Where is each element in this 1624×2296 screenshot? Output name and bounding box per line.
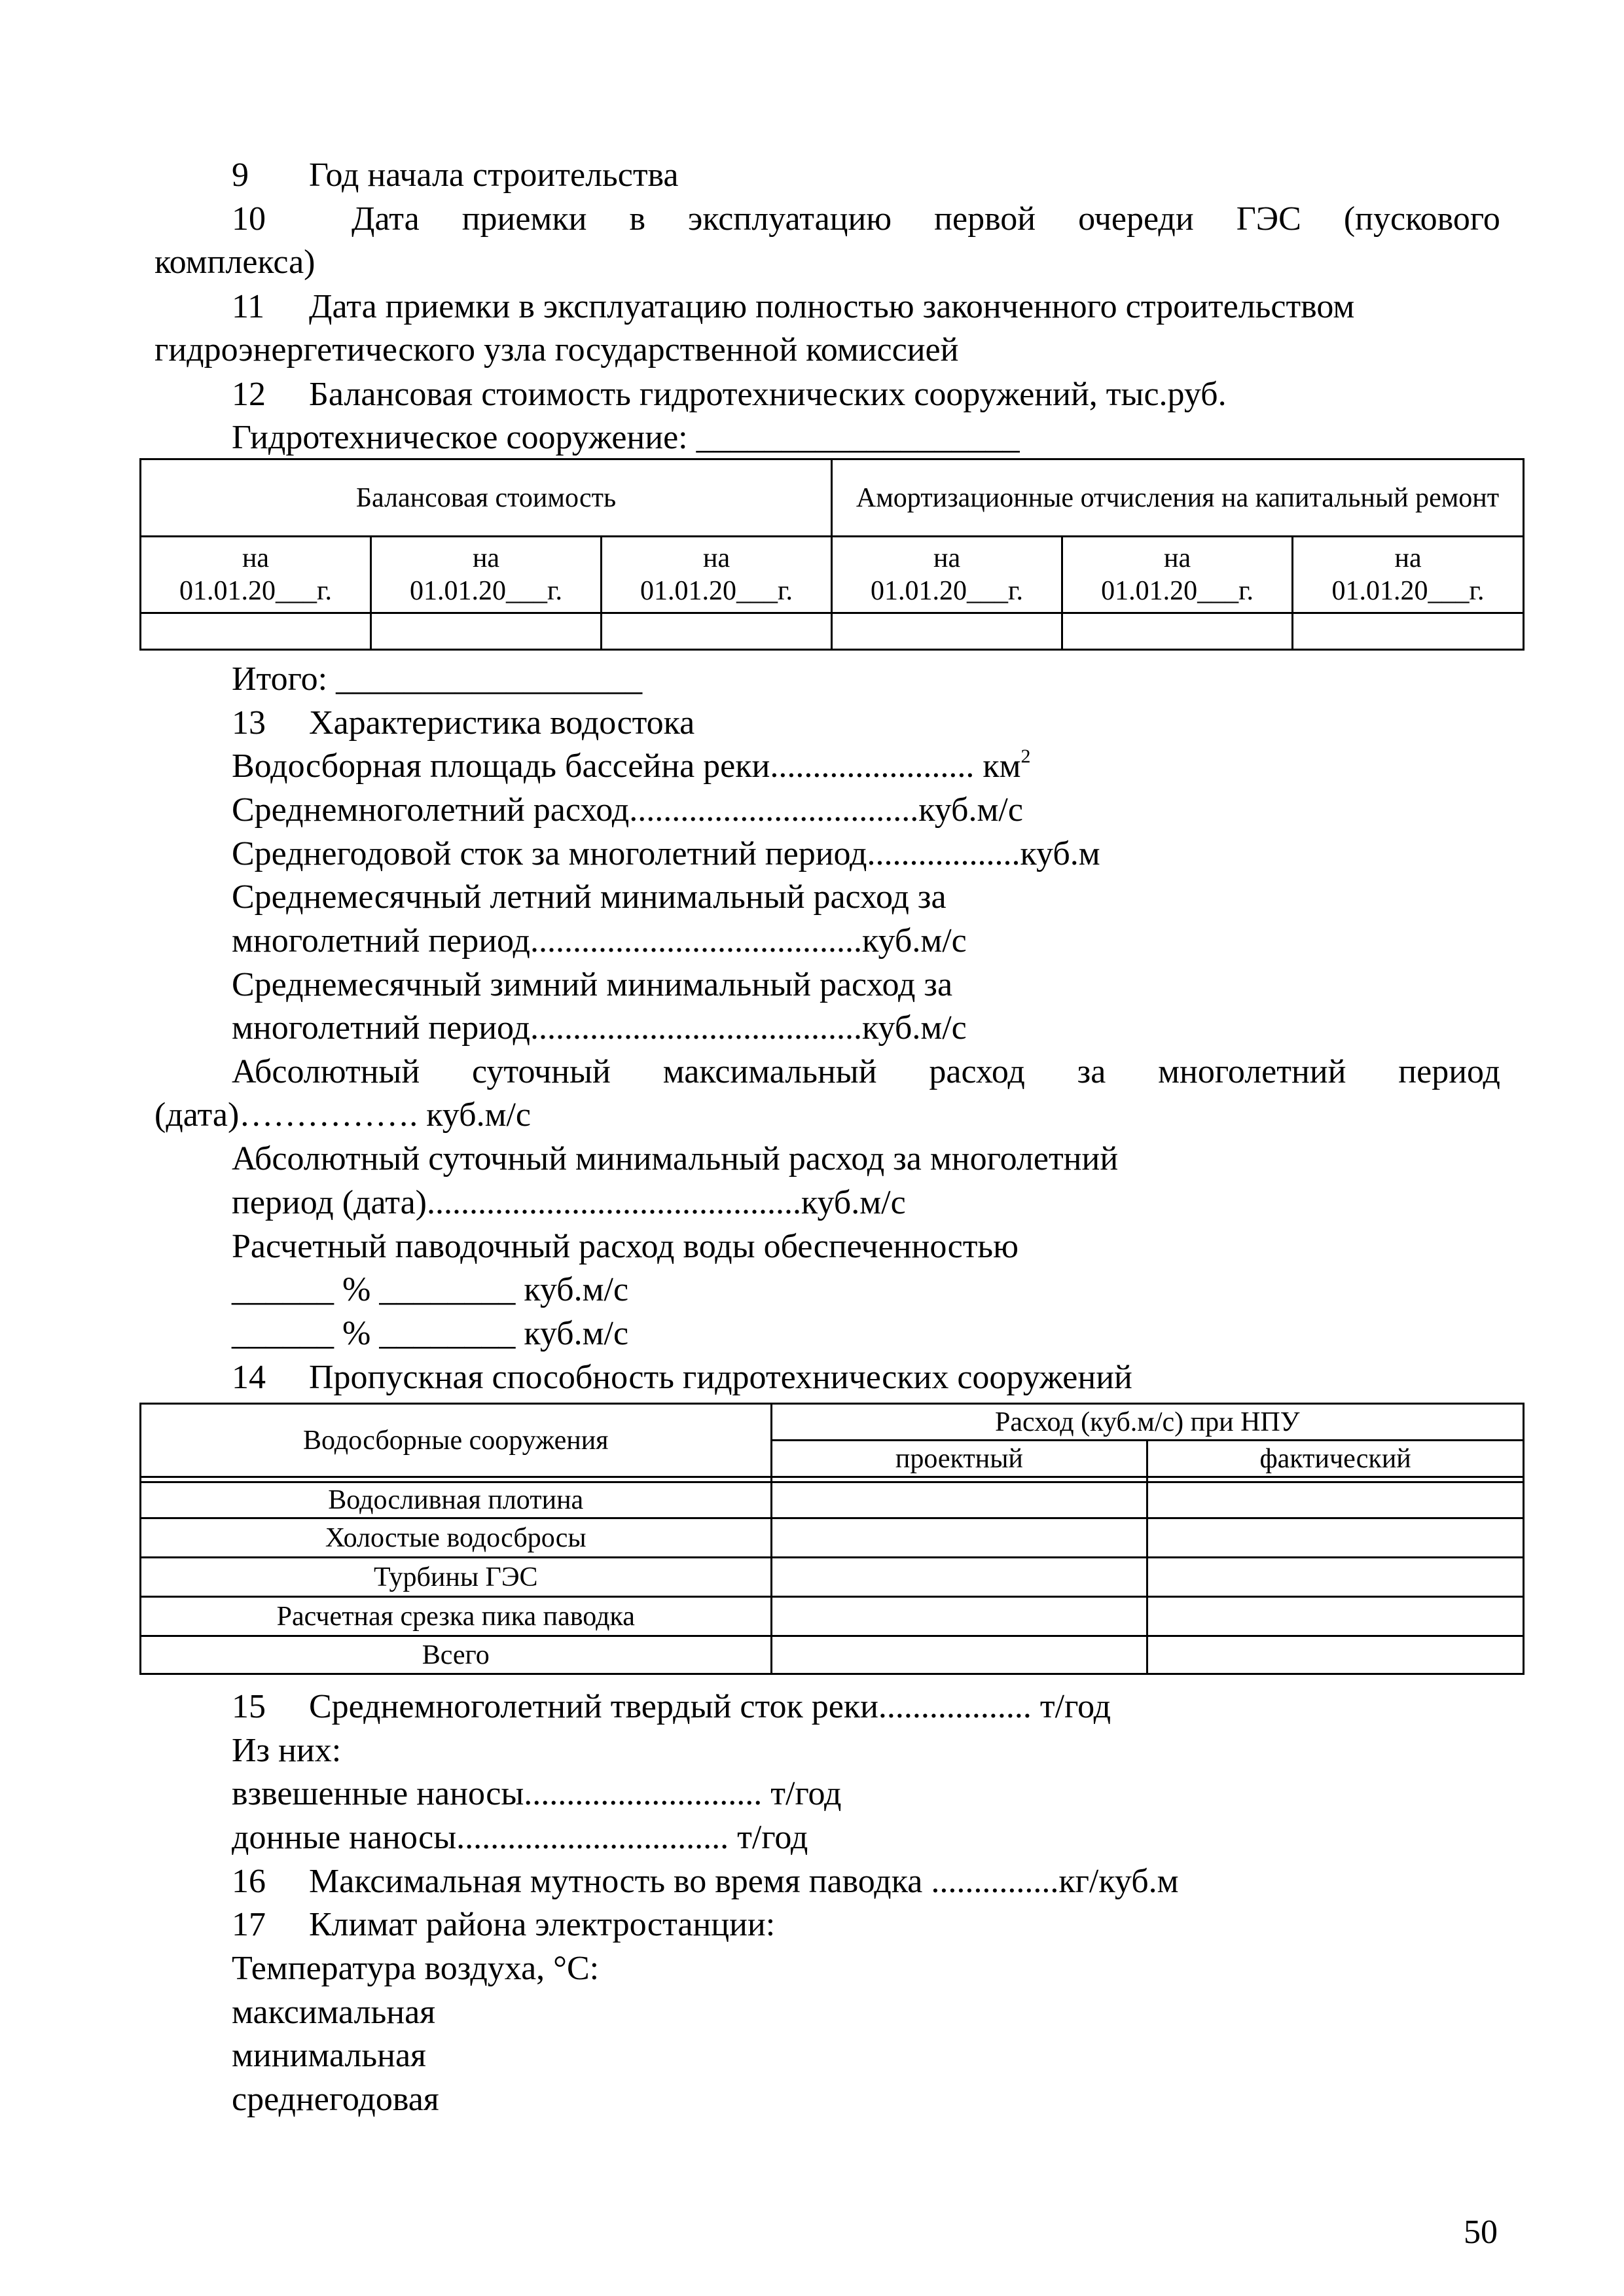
value-cell[interactable] (771, 1597, 1147, 1636)
item-text: Год начала строительства (309, 156, 679, 194)
value-cell[interactable] (771, 1636, 1147, 1674)
table-row-label: Всего (141, 1636, 772, 1674)
structure-blank: ___________________ (696, 419, 1020, 456)
item-number: 16 (232, 1863, 266, 1900)
item-16 (232, 1860, 1179, 1903)
value-cell[interactable] (1147, 1482, 1524, 1518)
date-cell: на 01.01.20___г. (371, 537, 602, 613)
item-number: 14 (232, 1359, 266, 1396)
table-row-label: Холостые водосбросы (141, 1518, 772, 1558)
flood-2: ______ % ________ куб.м/с (232, 1271, 629, 1308)
item-text: Балансовая стоимость гидротехнических сооружений, тыс.руб. (309, 376, 1227, 413)
value-cell[interactable] (1062, 613, 1293, 650)
table-row-label: Турбины ГЭС (141, 1558, 772, 1597)
summer-min-1: Среднемесячный летний минимальный расход за (232, 878, 947, 916)
word: очереди (1078, 200, 1194, 238)
header-structures: Водосборные сооружения (141, 1404, 772, 1477)
air-temperature: Температура воздуха, °С: (232, 1950, 600, 1987)
winter-min-1: Среднемесячный зимний минимальный расход за (232, 966, 953, 1003)
value-cell[interactable] (1147, 1597, 1524, 1636)
total-label: Итого: (232, 660, 328, 698)
value-cell[interactable] (141, 613, 371, 650)
date-cell: на 01.01.20___г. (832, 537, 1062, 613)
item-title: Характеристика водостока (309, 704, 695, 742)
abs-max: Абсолютный суточный максимальный расход за многолетний период (дата)……………. куб.м/с (154, 1050, 1500, 1137)
value-cell[interactable] (1147, 1518, 1524, 1558)
structure-label: Гидротехническое сооружение: (232, 419, 688, 456)
item-9 (232, 154, 678, 197)
item-10-line1 (154, 198, 1500, 241)
table-row-label: Расчетная срезка пика паводка (141, 1597, 772, 1636)
catchment-area: Водосборная площадь бассейна реки........................ $км^2$ (232, 745, 1031, 785)
item-text: Среднемноголетний твердый сток реки.................. т/год (309, 1688, 1111, 1725)
abs-min-2: период (дата)............................................куб.м/с (232, 1184, 906, 1221)
word: Дата (352, 200, 420, 238)
date-cell: на 01.01.20___г. (602, 537, 832, 613)
item-14 (232, 1356, 1132, 1399)
item-17 (232, 1903, 775, 1946)
bottom-sediment: донные наносы................................ т/год (232, 1819, 808, 1856)
total-blank: __________________ (336, 660, 643, 698)
item-text: Максимальная мутность во время паводка ...............кг/куб.м (309, 1863, 1179, 1900)
header-amortization: Амортизационные отчисления на капитальный ремонт (832, 459, 1524, 537)
word: приемки (461, 200, 587, 238)
balance-cost-table (139, 458, 1525, 651)
value-cell[interactable] (771, 1482, 1147, 1518)
item-10-line2: комплекса) (154, 243, 316, 281)
item-number: 10 (232, 200, 266, 238)
table-row-label: Водосливная плотина (141, 1482, 772, 1518)
value-cell[interactable] (771, 1558, 1147, 1597)
temp-min: минимальная (232, 2037, 426, 2074)
superscript: 2 (1020, 745, 1031, 767)
item-text: Климат района электростанции: (309, 1906, 776, 1943)
word: первой (934, 200, 1036, 238)
item-number: 17 (232, 1906, 266, 1943)
abs-min-1: Абсолютный суточный минимальный расход за многолетний (232, 1140, 1119, 1177)
avg-flow: Среднемноголетний расход..................................куб.м/с (232, 791, 1023, 829)
suspended-sediment: взвешенные наносы............................ т/год (232, 1775, 842, 1812)
item-title: Пропускная способность гидротехнических сооружений (309, 1359, 1132, 1396)
item-10 (154, 198, 1500, 284)
temp-avg: среднегодовая (232, 2081, 439, 2118)
flood-1: Расчетный паводочный расход воды обеспеченностью (232, 1228, 1019, 1265)
item-13 (232, 702, 695, 745)
avg-runoff: Среднегодовой сток за многолетний период..................куб.м (232, 835, 1100, 872)
value-cell[interactable] (1147, 1636, 1524, 1674)
value-cell[interactable] (832, 613, 1062, 650)
page-number: 50 (1464, 2214, 1498, 2251)
item-number: 15 (232, 1688, 266, 1725)
header-design: проектный (771, 1441, 1147, 1477)
throughput-table (139, 1403, 1525, 1675)
value-cell[interactable] (771, 1518, 1147, 1558)
date-cell: на 01.01.20___г. (141, 537, 371, 613)
word: эксплуатацию (688, 200, 892, 238)
temp-max: максимальная (232, 1994, 436, 2031)
item-12 (232, 373, 1227, 416)
item-number: 12 (232, 376, 266, 413)
item-number: 13 (232, 704, 266, 742)
word: (пускового (1343, 200, 1500, 238)
word: ГЭС (1236, 200, 1301, 238)
structure-line (232, 416, 1020, 459)
flood-3: ______ % ________ куб.м/с (232, 1315, 629, 1352)
abs-max-2: (дата)……………. куб.м/с (154, 1096, 531, 1134)
total-line (232, 658, 642, 701)
item-11 (232, 285, 1354, 329)
item-number: 9 (232, 156, 249, 194)
value-cell[interactable] (371, 613, 602, 650)
header-balance-cost: Балансовая стоимость (141, 459, 832, 537)
summer-min-2: многолетний период.......................................куб.м/с (232, 922, 967, 960)
value-cell[interactable] (1293, 613, 1524, 650)
date-cell: на 01.01.20___г. (1293, 537, 1524, 613)
word: в (629, 200, 645, 238)
item-text: Дата приемки в эксплуатацию полностью законченного строительством (309, 288, 1355, 325)
item-11-line2: гидроэнергетического узла государственной комиссией (154, 331, 959, 368)
header-flow-group: Расход (куб.м/с) при НПУ (771, 1404, 1523, 1441)
item-15 (232, 1685, 1111, 1729)
item-number: 11 (232, 288, 265, 325)
date-cell: на 01.01.20___г. (1062, 537, 1293, 613)
value-cell[interactable] (1147, 1558, 1524, 1597)
header-actual: фактический (1147, 1441, 1524, 1477)
of-them: Из них: (232, 1732, 342, 1769)
value-cell[interactable] (602, 613, 832, 650)
winter-min-2: многолетний период.......................................куб.м/с (232, 1009, 967, 1047)
